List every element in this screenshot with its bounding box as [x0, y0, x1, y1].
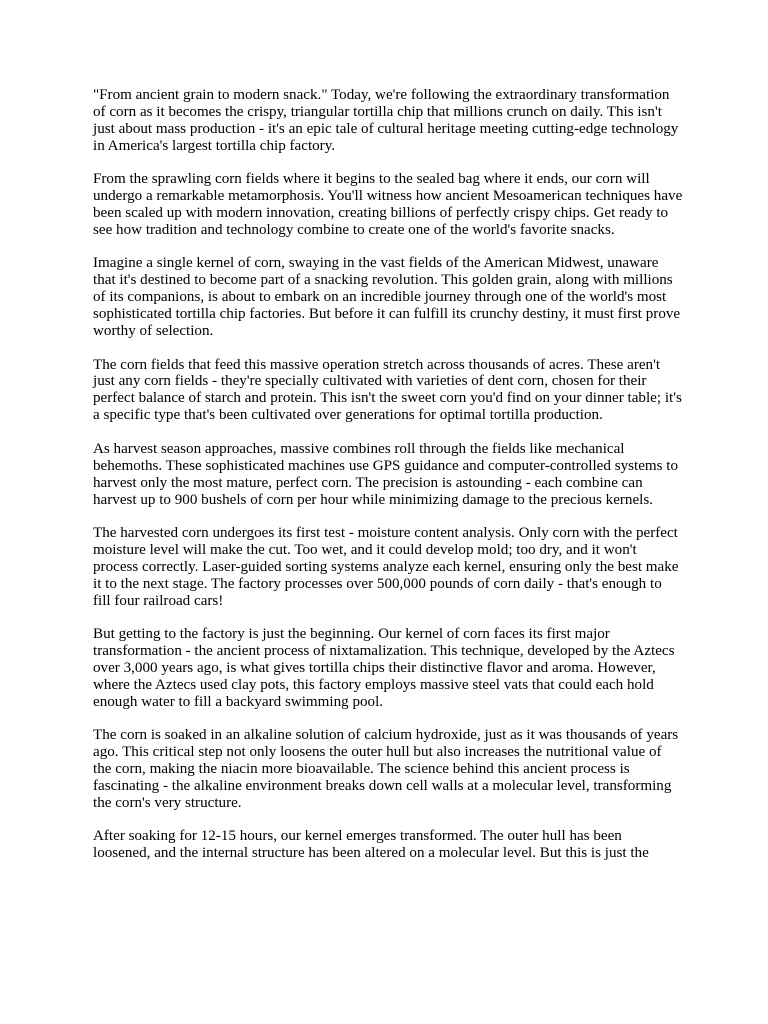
- paragraph-corn-fields: The corn fields that feed this massive operation stretch across thousands of acres. These aren't just any corn fields - they're specially cultivated with varieties of dent corn, chosen for their perfect balance of starch and protein. This isn't the sweet corn you'd find on your dinner table; it's a specific type that's been cultivated over generations for optimal tortilla production.: [93, 356, 682, 424]
- paragraph-alkaline-soak: The corn is soaked in an alkaline solution of calcium hydroxide, just as it was thousands of years ago. This critical step not only loosens the outer hull but also increases the nutritional value of the corn, making the niacin more bioavailable. The science behind this ancient process is fascinating - the alkaline environment breaks down cell walls at a molecular level, transforming the corn's very structure.: [93, 727, 679, 811]
- paragraph-intro: "From ancient grain to modern snack." Today, we're following the extraordinary transformation of corn as it becomes the crispy, triangular tortilla chip that millions crunch on daily. This isn't just about mass production - it's an epic tale of cultural heritage meeting cutting-edge technology in America's largest tortilla chip factory.: [93, 87, 679, 154]
- paragraph-moisture-test: The harvested corn undergoes its first test - moisture content analysis. Only corn with the perfect moisture level will make the cut. Too wet, and it could develop mold; too dry, and it won't process correctly. Laser-guided sorting systems analyze each kernel, ensuring only the best make it to the next stage. The factory processes over 500,000 pounds of corn daily - that's enough to fill four railroad cars!: [93, 525, 679, 609]
- paragraph-metamorphosis: From the sprawling corn fields where it begins to the sealed bag where it ends, our corn will undergo a remarkable metamorphosis. You'll witness how ancient Mesoamerican techniques have been scaled up with modern innovation, creating billions of perfectly crispy chips. Get ready to see how tradition and technology combine to create one of the world's favorite snacks.: [93, 171, 683, 238]
- paragraph-nixtamalization: But getting to the factory is just the beginning. Our kernel of corn faces its first major transformation - the ancient process of nixtamalization. This technique, developed by the Aztecs over 3,000 years ago, is what gives tortilla chips their distinctive flavor and aroma. However, where the Aztecs used clay pots, this factory employs massive steel vats that could each hold enough water to fill a backyard swimming pool.: [93, 626, 675, 710]
- paragraph-harvest: As harvest season approaches, massive combines roll through the fields like mechanical behemoths. These sophisticated machines use GPS guidance and computer-controlled systems to harvest only the most mature, perfect corn. The precision is astounding - each combine can harvest up to 900 bushels of corn per hour while minimizing damage to the precious kernels.: [93, 440, 679, 508]
- paragraph-transformed: After soaking for 12-15 hours, our kernel emerges transformed. The outer hull has been loosened, and the internal structure has been altered on a molecular level. But this is just the: [93, 828, 649, 862]
- paragraph-kernel: Imagine a single kernel of corn, swaying in the vast fields of the American Midwest, unaware that it's destined to become part of a snacking revolution. This golden grain, along with millions of its companions, is about to embark on an incredible journey through one of the world's most sophisticated tortilla chip factories. But before it can fulfill its crunchy destiny, it must first prove worthy of selection.: [93, 255, 681, 340]
- document-page: [93, 87, 683, 879]
